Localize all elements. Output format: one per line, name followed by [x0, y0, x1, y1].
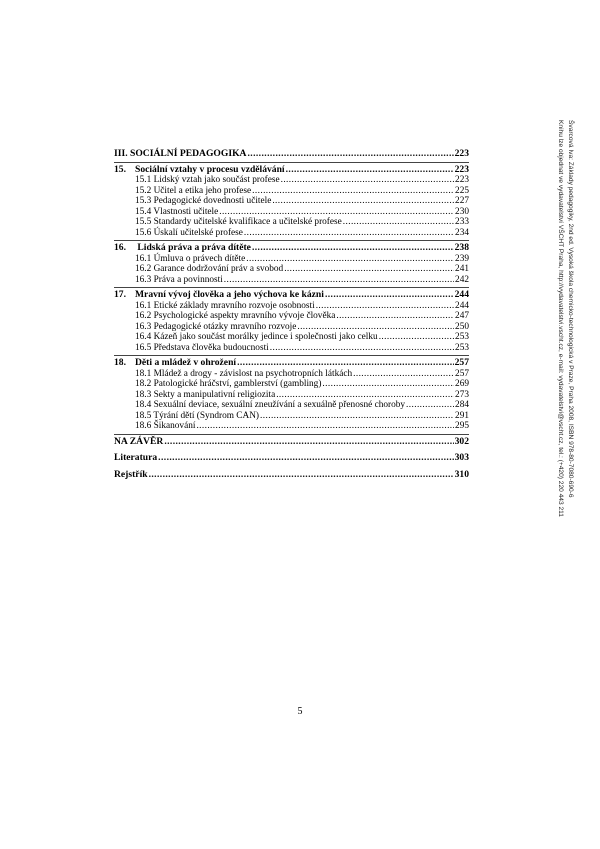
- toc-page-number: 273: [455, 389, 469, 400]
- toc-chapter-18[interactable]: [114, 358, 469, 369]
- toc-entry[interactable]: [114, 411, 469, 422]
- dot-leader: [284, 264, 454, 275]
- divider: [114, 355, 469, 356]
- dot-leader: [247, 149, 453, 160]
- toc-entry[interactable]: [114, 186, 469, 197]
- toc-literature-label: Literatura: [114, 452, 158, 463]
- dot-leader: [252, 243, 454, 254]
- toc-entry-label: 16.3 Práva a povinnosti: [135, 274, 223, 285]
- divider: [114, 434, 469, 435]
- toc-page-number: 253: [455, 342, 469, 353]
- toc-page-number: 239: [455, 253, 469, 264]
- chapter-title: Mravní vývoj člověka a jeho výchova ke kázni: [135, 289, 324, 300]
- toc-entry[interactable]: [114, 390, 469, 401]
- dot-leader: [252, 186, 454, 197]
- toc-page-number: 291: [455, 410, 469, 421]
- toc-chapter-17[interactable]: [114, 290, 469, 301]
- dot-leader: [336, 311, 454, 322]
- toc-page-number: 302: [454, 435, 469, 447]
- toc-entry-label: 18.6 Šikanování: [135, 421, 196, 431]
- citation-line: Švarcová Iva: Základy pedagogiky, 2nd ed. Vysoká škola chemicko-technologická v Praze, Praha 2008, ISBN 978-80-7080-690-6: [567, 120, 574, 498]
- toc-conclusion[interactable]: [114, 437, 469, 448]
- toc-entry-label: 18.2 Patologické hráčství, gamblerství (gambling): [135, 379, 322, 389]
- toc-page-number: 247: [455, 311, 469, 321]
- toc-page-number: 227: [455, 196, 469, 206]
- dot-leader: [316, 301, 454, 312]
- toc-entry[interactable]: [114, 400, 469, 411]
- toc-page-number: 244: [454, 289, 469, 300]
- toc-page-number: 250: [455, 321, 469, 332]
- toc-entry-label: 16.3 Pedagogické otázky mravního rozvoje: [135, 321, 297, 332]
- dot-leader: [297, 322, 454, 333]
- toc-page-number: 242: [455, 274, 469, 285]
- divider: [114, 240, 469, 241]
- toc-entry-label: 15.6 Úskalí učitelské profese: [135, 227, 243, 238]
- toc-page-number: 303: [454, 452, 469, 463]
- toc-entry[interactable]: [114, 322, 469, 333]
- toc-entry-label: 18.3 Sekty a manipulativní religiozita: [135, 389, 276, 400]
- dot-leader: [270, 343, 454, 354]
- toc-entry-label: 16.2 Psychologické aspekty mravního vývoje člověka: [135, 311, 336, 321]
- toc-page-number: 223: [454, 163, 469, 175]
- toc-entry[interactable]: [114, 207, 469, 218]
- toc-entry-label: 18.1 Mládež a drogy - závislost na psychotropních látkách: [135, 368, 353, 379]
- toc-page-number: 223: [455, 175, 469, 185]
- divider: [114, 162, 469, 163]
- dot-leader: [343, 217, 454, 228]
- toc-entry[interactable]: [114, 254, 469, 265]
- toc-entry-label: 18.5 Týrání dětí (Syndrom CAN): [135, 410, 260, 421]
- toc-page-number: 233: [455, 217, 469, 227]
- dot-leader: [353, 369, 454, 380]
- dot-leader: [149, 470, 454, 481]
- dot-leader: [237, 358, 454, 369]
- chapter-title: Děti a mládež v ohrožení: [135, 357, 237, 368]
- toc-entry-label: 16.2 Garance dodržování práv a svobod: [135, 264, 284, 274]
- dot-leader: [272, 196, 454, 207]
- toc-page-number: 225: [455, 185, 469, 196]
- dot-leader: [224, 275, 454, 286]
- toc-index-label: Rejstřík: [114, 468, 148, 480]
- toc-entry[interactable]: [114, 301, 469, 312]
- citation-line: Knihu lze objednat ve vydavatelství VŠCHT Praha, http://vydavatelstvi.vscht.cz, e-mail: vydavatelstvi@vscht.cz, tel.: (+420) 220 443 211: [557, 120, 565, 517]
- dot-leader: [325, 290, 454, 301]
- dot-leader: [196, 421, 454, 432]
- toc-entry[interactable]: [114, 175, 469, 186]
- toc-page-number: 257: [455, 368, 469, 379]
- toc-entry-label: 16.1 Úmluva o právech dítěte: [135, 253, 246, 264]
- toc-entry[interactable]: [114, 217, 469, 228]
- toc-page-number: 284: [455, 400, 469, 410]
- chapter-number: 17.: [114, 289, 126, 300]
- dot-leader: [276, 390, 454, 401]
- toc-page-number: 241: [455, 264, 469, 274]
- dot-leader: [219, 207, 454, 218]
- dot-leader: [164, 437, 453, 448]
- toc-page-number: 234: [455, 227, 469, 238]
- dot-leader: [286, 165, 454, 176]
- chapter-title: Sociální vztahy v procesu vzdělávání: [135, 163, 285, 175]
- divider: [114, 287, 469, 288]
- toc-part-3-label: III. SOCIÁLNÍ PEDAGOGIKA: [114, 148, 247, 159]
- chapter-title: Lidská práva a práva dítěte: [135, 242, 251, 253]
- toc-page-number: 310: [454, 468, 469, 480]
- toc-conclusion-label: NA ZÁVĚR: [114, 435, 164, 447]
- dot-leader: [322, 379, 454, 390]
- toc-page-number: 238: [454, 242, 469, 253]
- dot-leader: [281, 175, 454, 186]
- toc-entry[interactable]: [114, 196, 469, 207]
- toc-page-number: 257: [454, 357, 469, 368]
- toc-entry-label: 15.5 Standardy učitelské kvalifikace a učitelské profese: [135, 217, 342, 227]
- toc-entry[interactable]: [114, 311, 469, 322]
- page-number: 5: [297, 706, 303, 717]
- toc-entry-label: 16.4 Kázeň jako součást morálky jedince i společnosti jako celku: [135, 332, 378, 342]
- toc-page-number: 269: [455, 379, 469, 389]
- dot-leader: [158, 453, 453, 464]
- toc-entry[interactable]: [114, 421, 469, 432]
- toc-page-number: 223: [454, 148, 469, 159]
- table-of-contents: [114, 149, 469, 480]
- toc-entry-label: 16.1 Etické základy mravního rozvoje osobnosti: [135, 300, 315, 311]
- toc-page-number: 295: [455, 421, 469, 431]
- toc-index[interactable]: [114, 470, 469, 481]
- toc-page-number: 230: [455, 206, 469, 217]
- toc-chapter-16[interactable]: [114, 243, 469, 254]
- toc-entry-label: 16.5 Představa člověka budoucnosti: [135, 342, 269, 353]
- toc-entry[interactable]: [114, 332, 469, 343]
- dot-leader: [260, 411, 454, 422]
- toc-entry-label: 15.3 Pedagogické dovednosti učitele: [135, 196, 272, 206]
- toc-entry[interactable]: [114, 275, 469, 286]
- dot-leader: [406, 400, 454, 411]
- toc-entry[interactable]: [114, 379, 469, 390]
- toc-entry[interactable]: [114, 228, 469, 239]
- dot-leader: [246, 254, 454, 265]
- chapter-number: 18.: [114, 357, 126, 368]
- side-citation: [545, 120, 575, 575]
- toc-page-number: 244: [455, 300, 469, 311]
- toc-entry-label: 15.2 Učitel a etika jeho profese: [135, 185, 252, 196]
- toc-entry[interactable]: [114, 369, 469, 380]
- toc-entry[interactable]: [114, 343, 469, 354]
- toc-entry-label: 18.4 Sexuální deviace, sexuální zneužívání a sexuálně přenosné choroby: [135, 400, 406, 410]
- toc-entry[interactable]: [114, 264, 469, 275]
- dot-leader: [379, 332, 454, 343]
- toc-literature[interactable]: [114, 453, 469, 464]
- chapter-number: 16.: [114, 242, 126, 253]
- chapter-number: 15.: [114, 163, 126, 175]
- dot-leader: [244, 228, 454, 239]
- toc-entry-label: 15.4 Vlastnosti učitele: [135, 206, 219, 217]
- toc-chapter-15[interactable]: [114, 165, 469, 176]
- toc-page-number: 253: [455, 332, 469, 342]
- toc-part-3[interactable]: [114, 149, 469, 160]
- toc-entry-label: 15.1 Lidský vztah jako součást profese: [135, 175, 280, 185]
